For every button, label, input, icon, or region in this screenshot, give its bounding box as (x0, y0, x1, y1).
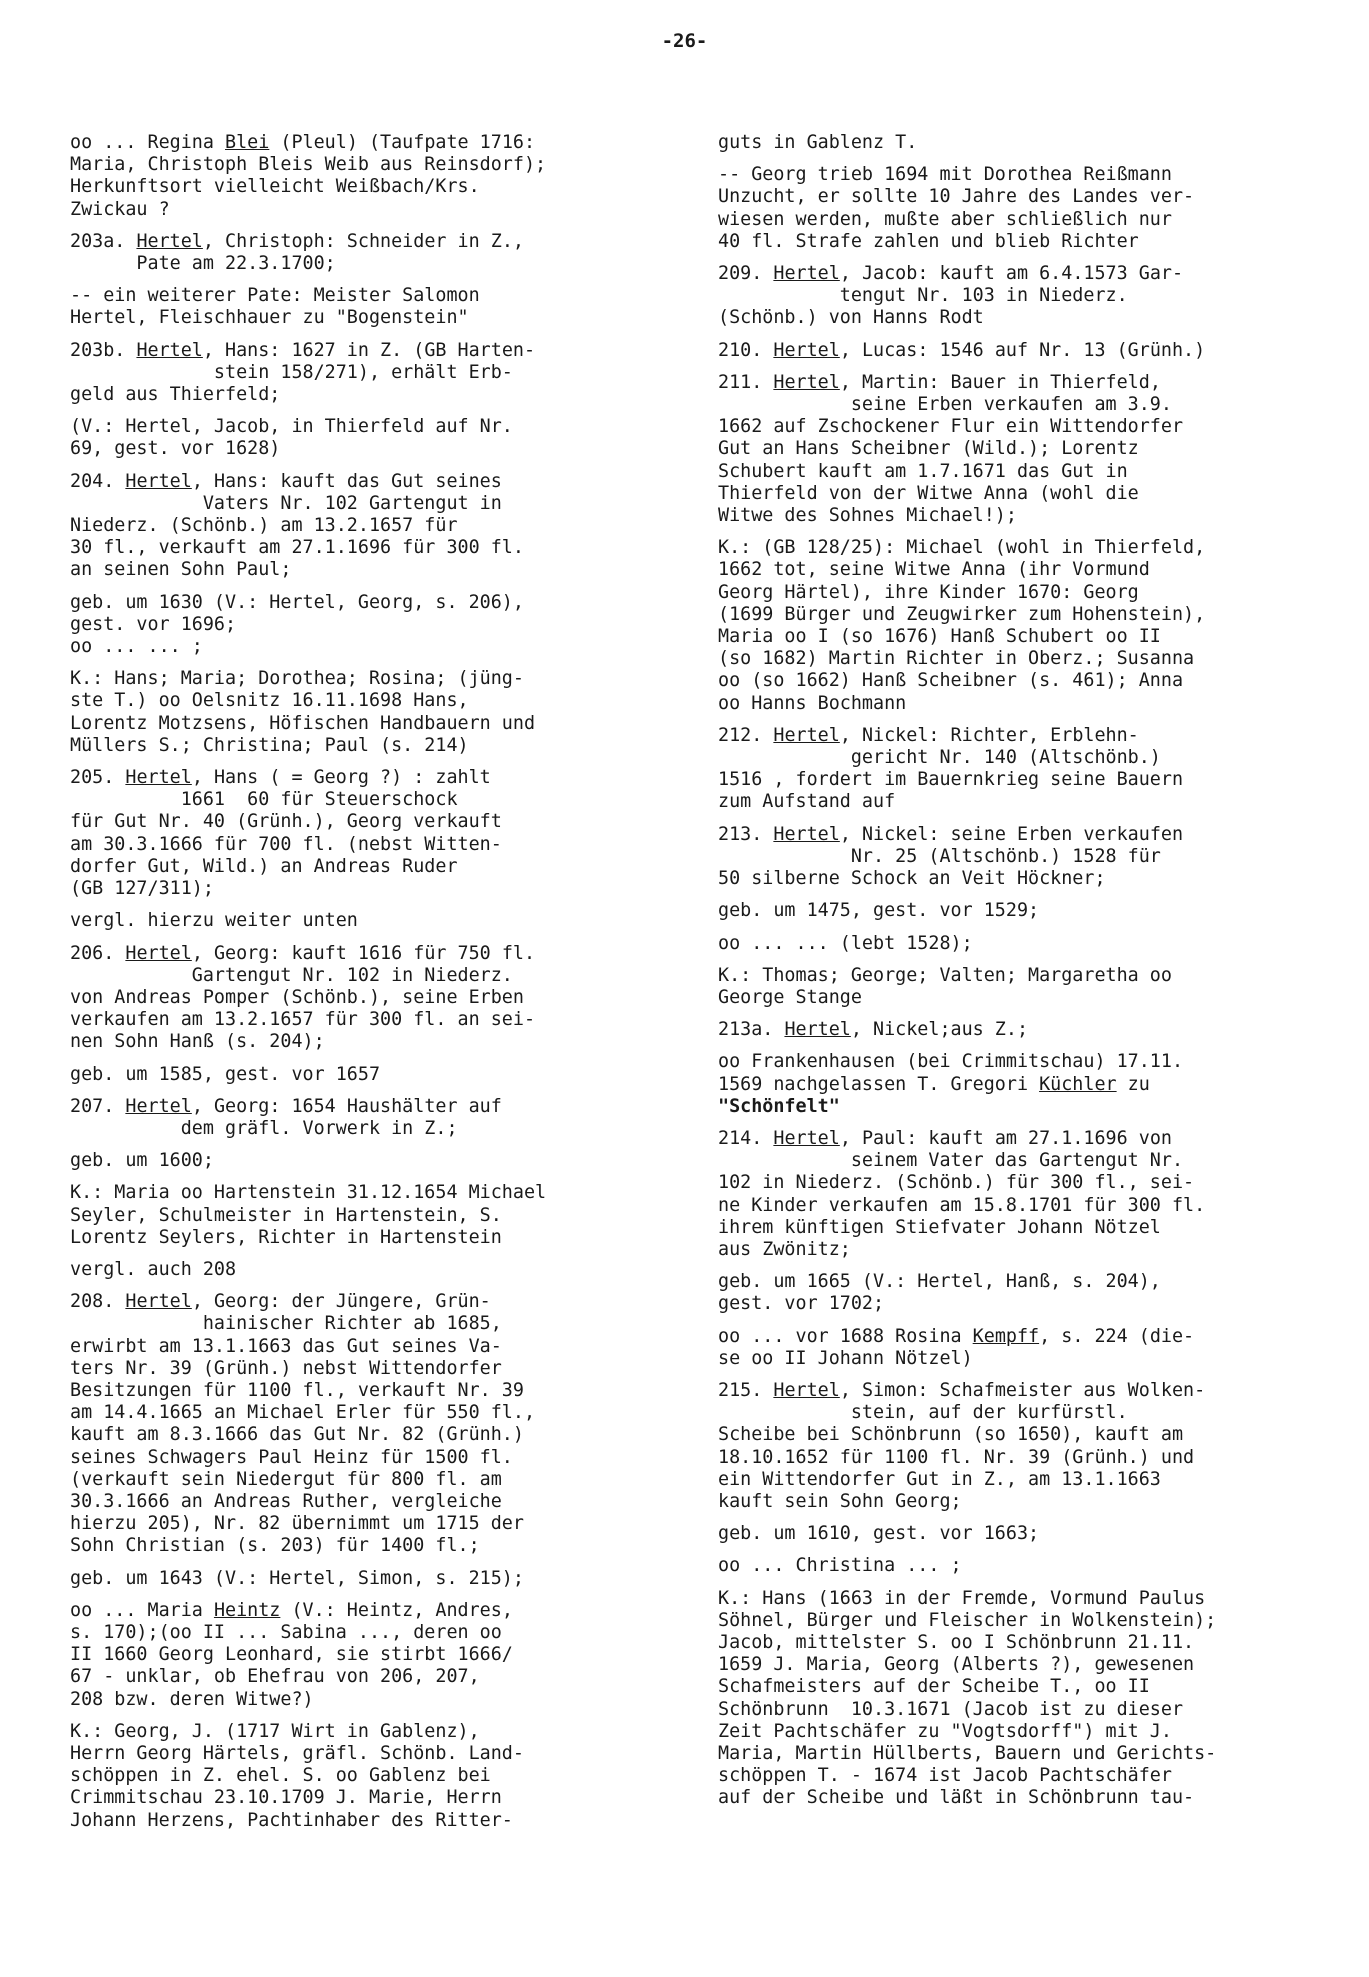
entry-paragraph: 208. Hertel, Georg: der Jüngere, Grün- hainischer Richter ab 1685, erwirbt am 13.1.1663 das Gut seines Va- ters Nr. 39 (Grünh.) nebst Wittendorfer Besitzungen für 1100 fl., verkauft Nr. 39 am 14.4.1665 an Michael Erler für 550 fl., kauft am 8.3.1666 das Gut Nr. 82 (Grünh.) seines Schwagers Paul Heinz für 1500 fl. (verkauft sein Niedergut für 800 fl. am 30.3.1666 an Andreas Ruther, vergleiche hierzu 205), Nr. 82 übernimmt um 1715 der Sohn Christian (s. 203) für 1400 fl.; (70, 1291, 536, 1557)
entry-paragraph: oo ... Christina ... ; (718, 1555, 962, 1577)
entry-paragraph: vergl. hierzu weiter unten (70, 910, 358, 932)
entry-paragraph: geb. um 1643 (V.: Hertel, Simon, s. 215); (70, 1567, 524, 1589)
entry-paragraph: geb. um 1475, gest. vor 1529; (718, 900, 1040, 922)
entry-paragraph: 203b. Hertel, Hans: 1627 in Z. (GB Harten- stein 158/271), erhält Erb- geld aus Thierfeld; (70, 339, 536, 406)
entry-paragraph: oo Frankenhausen (bei Crimmitschau) 17.11. 1569 nachgelassen T. Gregori Küchler zu "Schönfelt" (718, 1051, 1184, 1117)
entry-paragraph: 203a. Hertel, Christoph: Schneider in Z., Pate am 22.3.1700; (70, 230, 524, 275)
entry-paragraph: geb. um 1610, gest. vor 1663; (718, 1523, 1040, 1545)
entry-paragraph: geb. um 1600; (70, 1150, 214, 1172)
entry-paragraph: K.: Thomas; George; Valten; Margaretha oo George Stange (718, 964, 1172, 1008)
entry-paragraph: 209. Hertel, Jacob: kauft am 6.4.1573 Gar- tengut Nr. 103 in Niederz. (Schönb.) von Hanns Rodt (718, 263, 1184, 329)
left-column (70, 132, 660, 1842)
entry-paragraph: K.: (GB 128/25): Michael (wohl in Thierfeld, 1662 tot, seine Witwe Anna (ihr Vormund Georg Härtel), ihre Kinder 1670: Georg (1699 Bürger und Zeugwirker zum Hohenstein), Maria oo I (so 1676) Hanß Schubert oo II (so 1682) Martin Richter in Oberz.; Susanna oo (so 1662) Hanß Scheibner (s. 461); Anna oo Hanns Bochmann (718, 537, 1206, 714)
entry-paragraph: guts in Gablenz T. (718, 132, 918, 153)
page-number: -26- (661, 30, 708, 52)
entry-paragraph: oo ... ... (lebt 1528); (718, 932, 973, 954)
entry-paragraph: 211. Hertel, Martin: Bauer in Thierfeld, seine Erben verkaufen am 3.9. 1662 auf Zschockener Flur ein Wittendorfer Gut an Hans Scheibner (Wild.); Lorentz Schubert kauft am 1.7.1671 das Gut in Thierfeld von der Witwe Anna (wohl die Witwe des Sohnes Michael!); (718, 371, 1184, 527)
entry-paragraph: 213a. Hertel, Nickel;aus Z.; (718, 1019, 1029, 1041)
entry-paragraph: -- Georg trieb 1694 mit Dorothea Reißmann Unzucht, er sollte 10 Jahre des Landes ver- wiesen werden, mußte aber schließlich nur 40 fl. Strafe zahlen und blieb Richter (718, 164, 1195, 252)
entry-paragraph: oo ... Regina Blei (Pleul) (Taufpate 1716: Maria, Christoph Bleis Weib aus Reinsdorf); Herkunftsort vielleicht Weißbach/Krs. Zwickau ? (70, 132, 547, 220)
entry-paragraph: 210. Hertel, Lucas: 1546 auf Nr. 13 (Grünh.) (718, 339, 1206, 361)
entry-paragraph: 214. Hertel, Paul: kauft am 27.1.1696 von seinem Vater das Gartengut Nr. 102 in Niederz. (Schönb.) für 300 fl., sei- ne Kinder verkaufen am 15.8.1701 für 300 fl. ihrem künftigen Stiefvater Johann Nötzel aus Zwönitz; (718, 1127, 1206, 1260)
entry-paragraph: K.: Hans (1663 in der Fremde, Vormund Paulus Söhnel, Bürger und Fleischer in Wolkenstein); Jacob, mittelster S. oo I Schönbrunn 21.11. 1659 J. Maria, Georg (Alberts ?), gewesenen Schafmeisters auf der Scheibe T., oo II Schönbrunn 10.3.1671 (Jacob ist zu dieser Zeit Pachtschäfer zu "Vogtsdorff") mit J. Maria, Martin Hüllberts, Bauern und Gerichts- schöppen T. - 1674 ist Jacob Pachtschäfer auf der Scheibe und läßt in Schönbrunn tau- (718, 1587, 1217, 1809)
entry-paragraph: 204. Hertel, Hans: kauft das Gut seines Vaters Nr. 102 Gartengut in Niederz. (Schönb.) am 13.2.1657 für 30 fl., verkauft am 27.1.1696 für 300 fl. an seinen Sohn Paul; (70, 470, 524, 581)
entry-paragraph: geb. um 1630 (V.: Hertel, Georg, s. 206), gest. vor 1696; oo ... ... ; (70, 591, 524, 658)
entry-paragraph: vergl. auch 208 (70, 1258, 237, 1280)
right-column (718, 132, 1308, 1820)
entry-paragraph: geb. um 1585, gest. vor 1657 (70, 1063, 381, 1085)
entry-paragraph: (V.: Hertel, Jacob, in Thierfeld auf Nr. 69, gest. vor 1628) (70, 416, 513, 460)
entry-paragraph: -- ein weiterer Pate: Meister Salomon Hertel, Fleischhauer zu "Bogenstein" (70, 285, 480, 329)
entry-paragraph: oo ... vor 1688 Rosina Kempff, s. 224 (die- se oo II Johann Nötzel) (718, 1325, 1195, 1369)
entry-paragraph: oo ... Maria Heintz (V.: Heintz, Andres, s. 170);(oo II ... Sabina ..., deren oo II 1660 Georg Leonhard, sie stirbt 1666/ 67 - unklar, ob Ehefrau von 206, 207, 208 bzw. deren Witwe?) (70, 1599, 513, 1710)
entry-paragraph: geb. um 1665 (V.: Hertel, Hanß, s. 204), gest. vor 1702; (718, 1271, 1161, 1315)
entry-paragraph: K.: Maria oo Hartenstein 31.12.1654 Michael Seyler, Schulmeister in Hartenstein, S. Lorentz Seylers, Richter in Hartenstein (70, 1182, 547, 1248)
entry-paragraph: 213. Hertel, Nickel: seine Erben verkaufen Nr. 25 (Altschönb.) 1528 für 50 silberne Schock an Veit Höckner; (718, 823, 1184, 890)
entry-paragraph: 205. Hertel, Hans ( = Georg ?) : zahlt 1661 60 für Steuerschock für Gut Nr. 40 (Grünh.), Georg verkauft am 30.3.1666 für 700 fl. (nebst Witten- dorfer Gut, Wild.) an Andreas Ruder (GB 127/311); (70, 767, 502, 900)
entry-paragraph: 215. Hertel, Simon: Schafmeister aus Wolken- stein, auf der kurfürstl. Scheibe bei Schönbrunn (so 1650), kauft am 18.10.1652 für 1100 fl. Nr. 39 (Grünh.) und ein Wittendorfer Gut in Z., am 13.1.1663 kauft sein Sohn Georg; (718, 1379, 1206, 1512)
entry-paragraph: K.: Hans; Maria; Dorothea; Rosina; (jüng- ste T.) oo Oelsnitz 16.11.1698 Hans, Lorentz Motzsens, Höfischen Handbauern und Müllers S.; Christina; Paul (s. 214) (70, 668, 536, 756)
entry-paragraph: 207. Hertel, Georg: 1654 Haushälter auf dem gräfl. Vorwerk in Z.; (70, 1095, 502, 1139)
entry-paragraph: 206. Hertel, Georg: kauft 1616 für 750 fl. Gartengut Nr. 102 in Niederz. von Andreas Pomper (Schönb.), seine Erben verkaufen am 13.2.1657 für 300 fl. an sei- nen Sohn Hanß (s. 204); (70, 942, 536, 1053)
entry-paragraph: 212. Hertel, Nickel: Richter, Erblehn- gericht Nr. 140 (Altschönb.) 1516 , fordert im Bauernkrieg seine Bauern zum Aufstand auf (718, 724, 1184, 813)
entry-paragraph: K.: Georg, J. (1717 Wirt in Gablenz), Herrn Georg Härtels, gräfl. Schönb. Land- schöppen in Z. ehel. S. oo Gablenz bei Crimmitschau 23.10.1709 J. Marie, Herrn Johann Herzens, Pachtinhaber des Ritter- (70, 1720, 524, 1831)
